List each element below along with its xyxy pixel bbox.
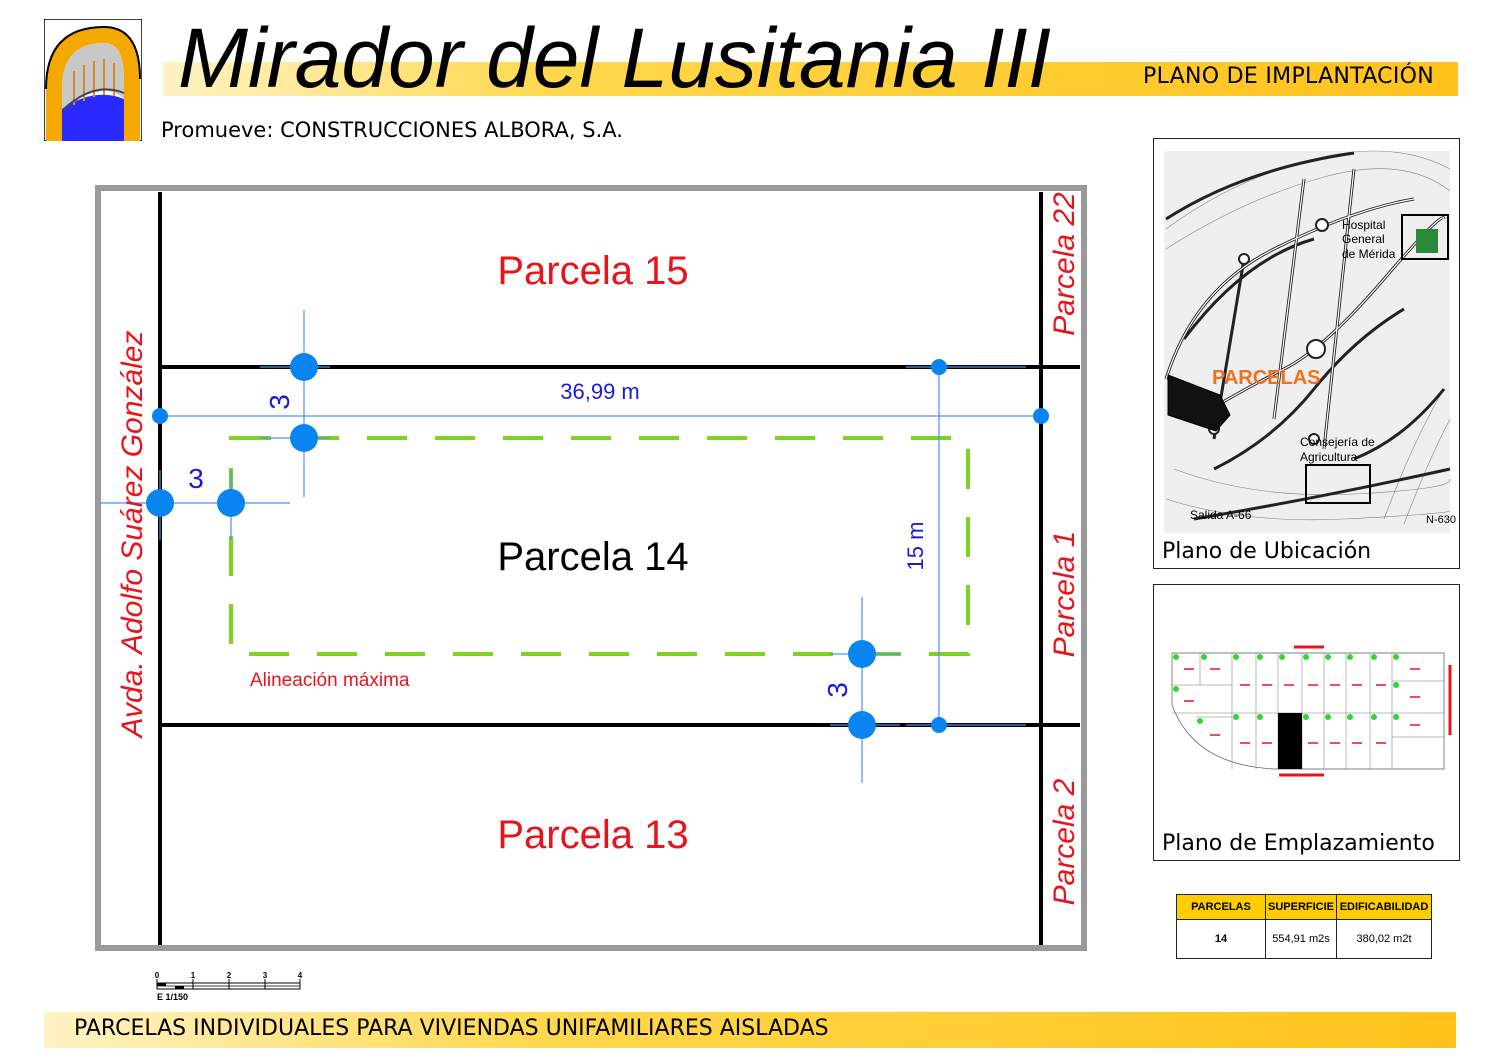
- parcel-2-label: Parcela 2: [1048, 778, 1081, 906]
- exit-label: Salida A-66: [1190, 508, 1252, 522]
- site-plan-panel: [1153, 584, 1460, 861]
- table-cell: 14: [1177, 920, 1266, 959]
- table-row: [1177, 920, 1432, 959]
- scale-tick-label: 2: [226, 971, 232, 980]
- scale-bar: [155, 971, 303, 1002]
- consejeria-label-line: Consejería de: [1300, 435, 1375, 449]
- location-map-panel: [1153, 138, 1460, 569]
- street-label: Avda. Adolfo Suárez González: [116, 330, 149, 738]
- table-cell: 554,91 m2s: [1266, 920, 1337, 959]
- parcel-13-label: Parcela 13: [497, 813, 689, 857]
- location-map-caption: Plano de Ubicación: [1162, 539, 1372, 564]
- hospital-label-line: Hospital: [1342, 218, 1386, 232]
- parcel-14-label: Parcela 14: [497, 535, 689, 579]
- footer-text: PARCELAS INDIVIDUALES PARA VIVIENDAS UNIFAMILIARES AISLADAS: [74, 1016, 829, 1041]
- site-plan: [1154, 585, 1459, 825]
- scale-label: E 1/150: [157, 992, 189, 1002]
- setback-bottom-label: 3: [822, 682, 853, 698]
- table-header: EDIFICABILIDAD: [1337, 895, 1432, 920]
- plan-type-subtitle: PLANO DE IMPLANTACIÓN: [1143, 64, 1434, 89]
- parcel-15-label: Parcela 15: [497, 249, 689, 293]
- location-map: [1154, 139, 1459, 534]
- promoter-text: Promueve: CONSTRUCCIONES ALBORA, S.A.: [161, 118, 623, 142]
- scale-tick-label: 0: [154, 971, 160, 980]
- scale-tick-label: 1: [190, 971, 196, 980]
- hospital-label-line: General: [1342, 232, 1385, 246]
- parcel-1-label: Parcela 1: [1048, 530, 1081, 658]
- scale-tick-label: 4: [297, 971, 303, 980]
- site-plan-caption: Plano de Emplazamiento: [1162, 831, 1435, 856]
- parcel-stats-table: [1176, 894, 1432, 959]
- setback-top-label: 3: [264, 394, 295, 410]
- max-alignment-label: Alineación máxima: [250, 670, 410, 691]
- scale-tick-label: 3: [262, 971, 268, 980]
- depth-dimension-label: 15 m: [903, 521, 928, 571]
- width-dimension-label: 36,99 m: [560, 379, 640, 404]
- table-cell: 380,02 m2t: [1337, 920, 1432, 959]
- table-header: PARCELAS: [1177, 895, 1266, 920]
- parcel-22-label: Parcela 22: [1048, 192, 1081, 336]
- parcels-map-label: PARCELAS: [1212, 367, 1321, 389]
- road-label: N-630: [1426, 514, 1456, 526]
- consejeria-label-line: Agricultura: [1300, 450, 1358, 464]
- page-title: Mirador del Lusitania III: [178, 11, 1052, 105]
- table-header: SUPERFICIE: [1266, 895, 1337, 920]
- setback-left-label: 3: [188, 463, 204, 494]
- hospital-label-line: de Mérida: [1342, 247, 1396, 261]
